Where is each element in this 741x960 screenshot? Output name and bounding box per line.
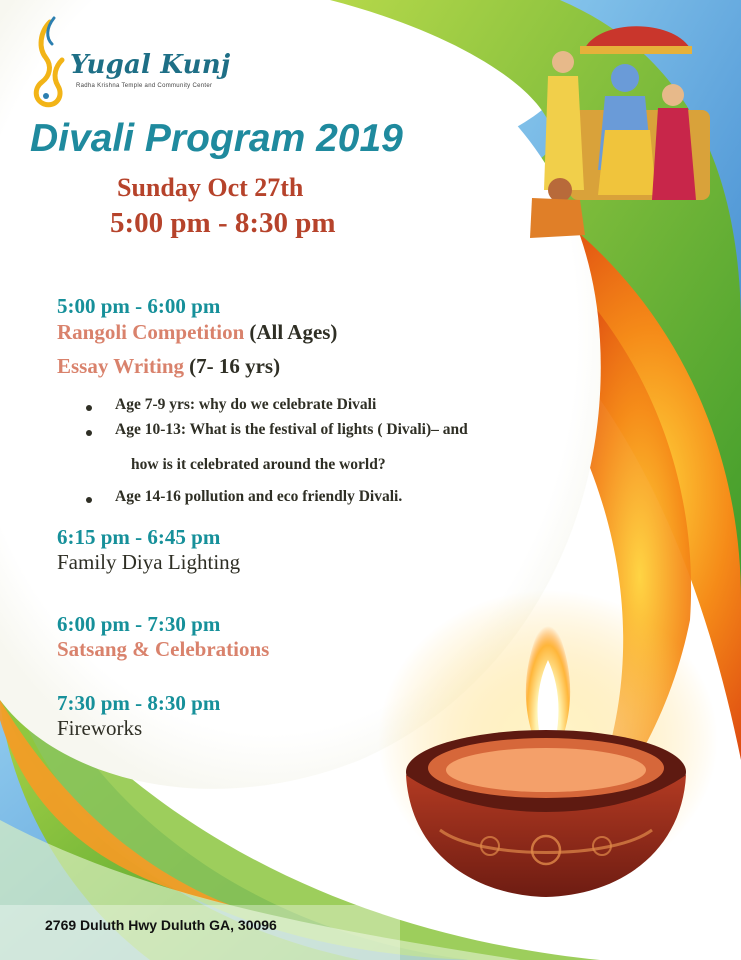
activity-ages: (All Ages)	[249, 320, 338, 344]
schedule-time-3: 6:00 pm - 7:30 pm	[57, 612, 221, 636]
activity-diya-lighting: Family Diya Lighting	[57, 550, 241, 574]
bullet-dot	[86, 430, 92, 436]
activity-rangoli	[57, 320, 337, 345]
event-date: Sunday Oct 27th	[117, 173, 304, 202]
essay-topic: Age 10-13: What is the festival of lights ( Divali)– and	[115, 421, 468, 438]
essay-topic: Age 7-9 yrs: why do we celebrate Divali	[115, 396, 377, 413]
activity-satsang: Satsang & Celebrations	[57, 637, 270, 661]
event-hours: 5:00 pm - 8:30 pm	[110, 207, 336, 239]
logo-tagline: Radha Krishna Temple and Community Center	[76, 83, 213, 89]
activity-fireworks: Fireworks	[57, 716, 143, 740]
logo-title: Yugal Kunj	[70, 50, 231, 80]
schedule-time-1: 5:00 pm - 6:00 pm	[57, 294, 221, 318]
schedule-time-4: 7:30 pm - 8:30 pm	[57, 691, 221, 715]
essay-topic: Age 14-16 pollution and eco friendly Divali.	[115, 488, 403, 505]
venue-address: 2769 Duluth Hwy Duluth GA, 30096	[45, 917, 277, 933]
ram-darbar-image	[530, 25, 725, 240]
schedule-time-2: 6:15 pm - 6:45 pm	[57, 525, 221, 549]
activity-ages: (7- 16 yrs)	[189, 354, 281, 378]
activity-label: Rangoli Competition	[57, 320, 245, 344]
activity-label: Essay Writing	[57, 354, 185, 378]
activity-essay	[57, 354, 280, 379]
essay-topic-continued: how is it celebrated around the world?	[131, 456, 386, 473]
bullet-dot	[86, 497, 92, 503]
event-title: Divali Program 2019	[30, 117, 403, 160]
bullet-dot	[86, 405, 92, 411]
